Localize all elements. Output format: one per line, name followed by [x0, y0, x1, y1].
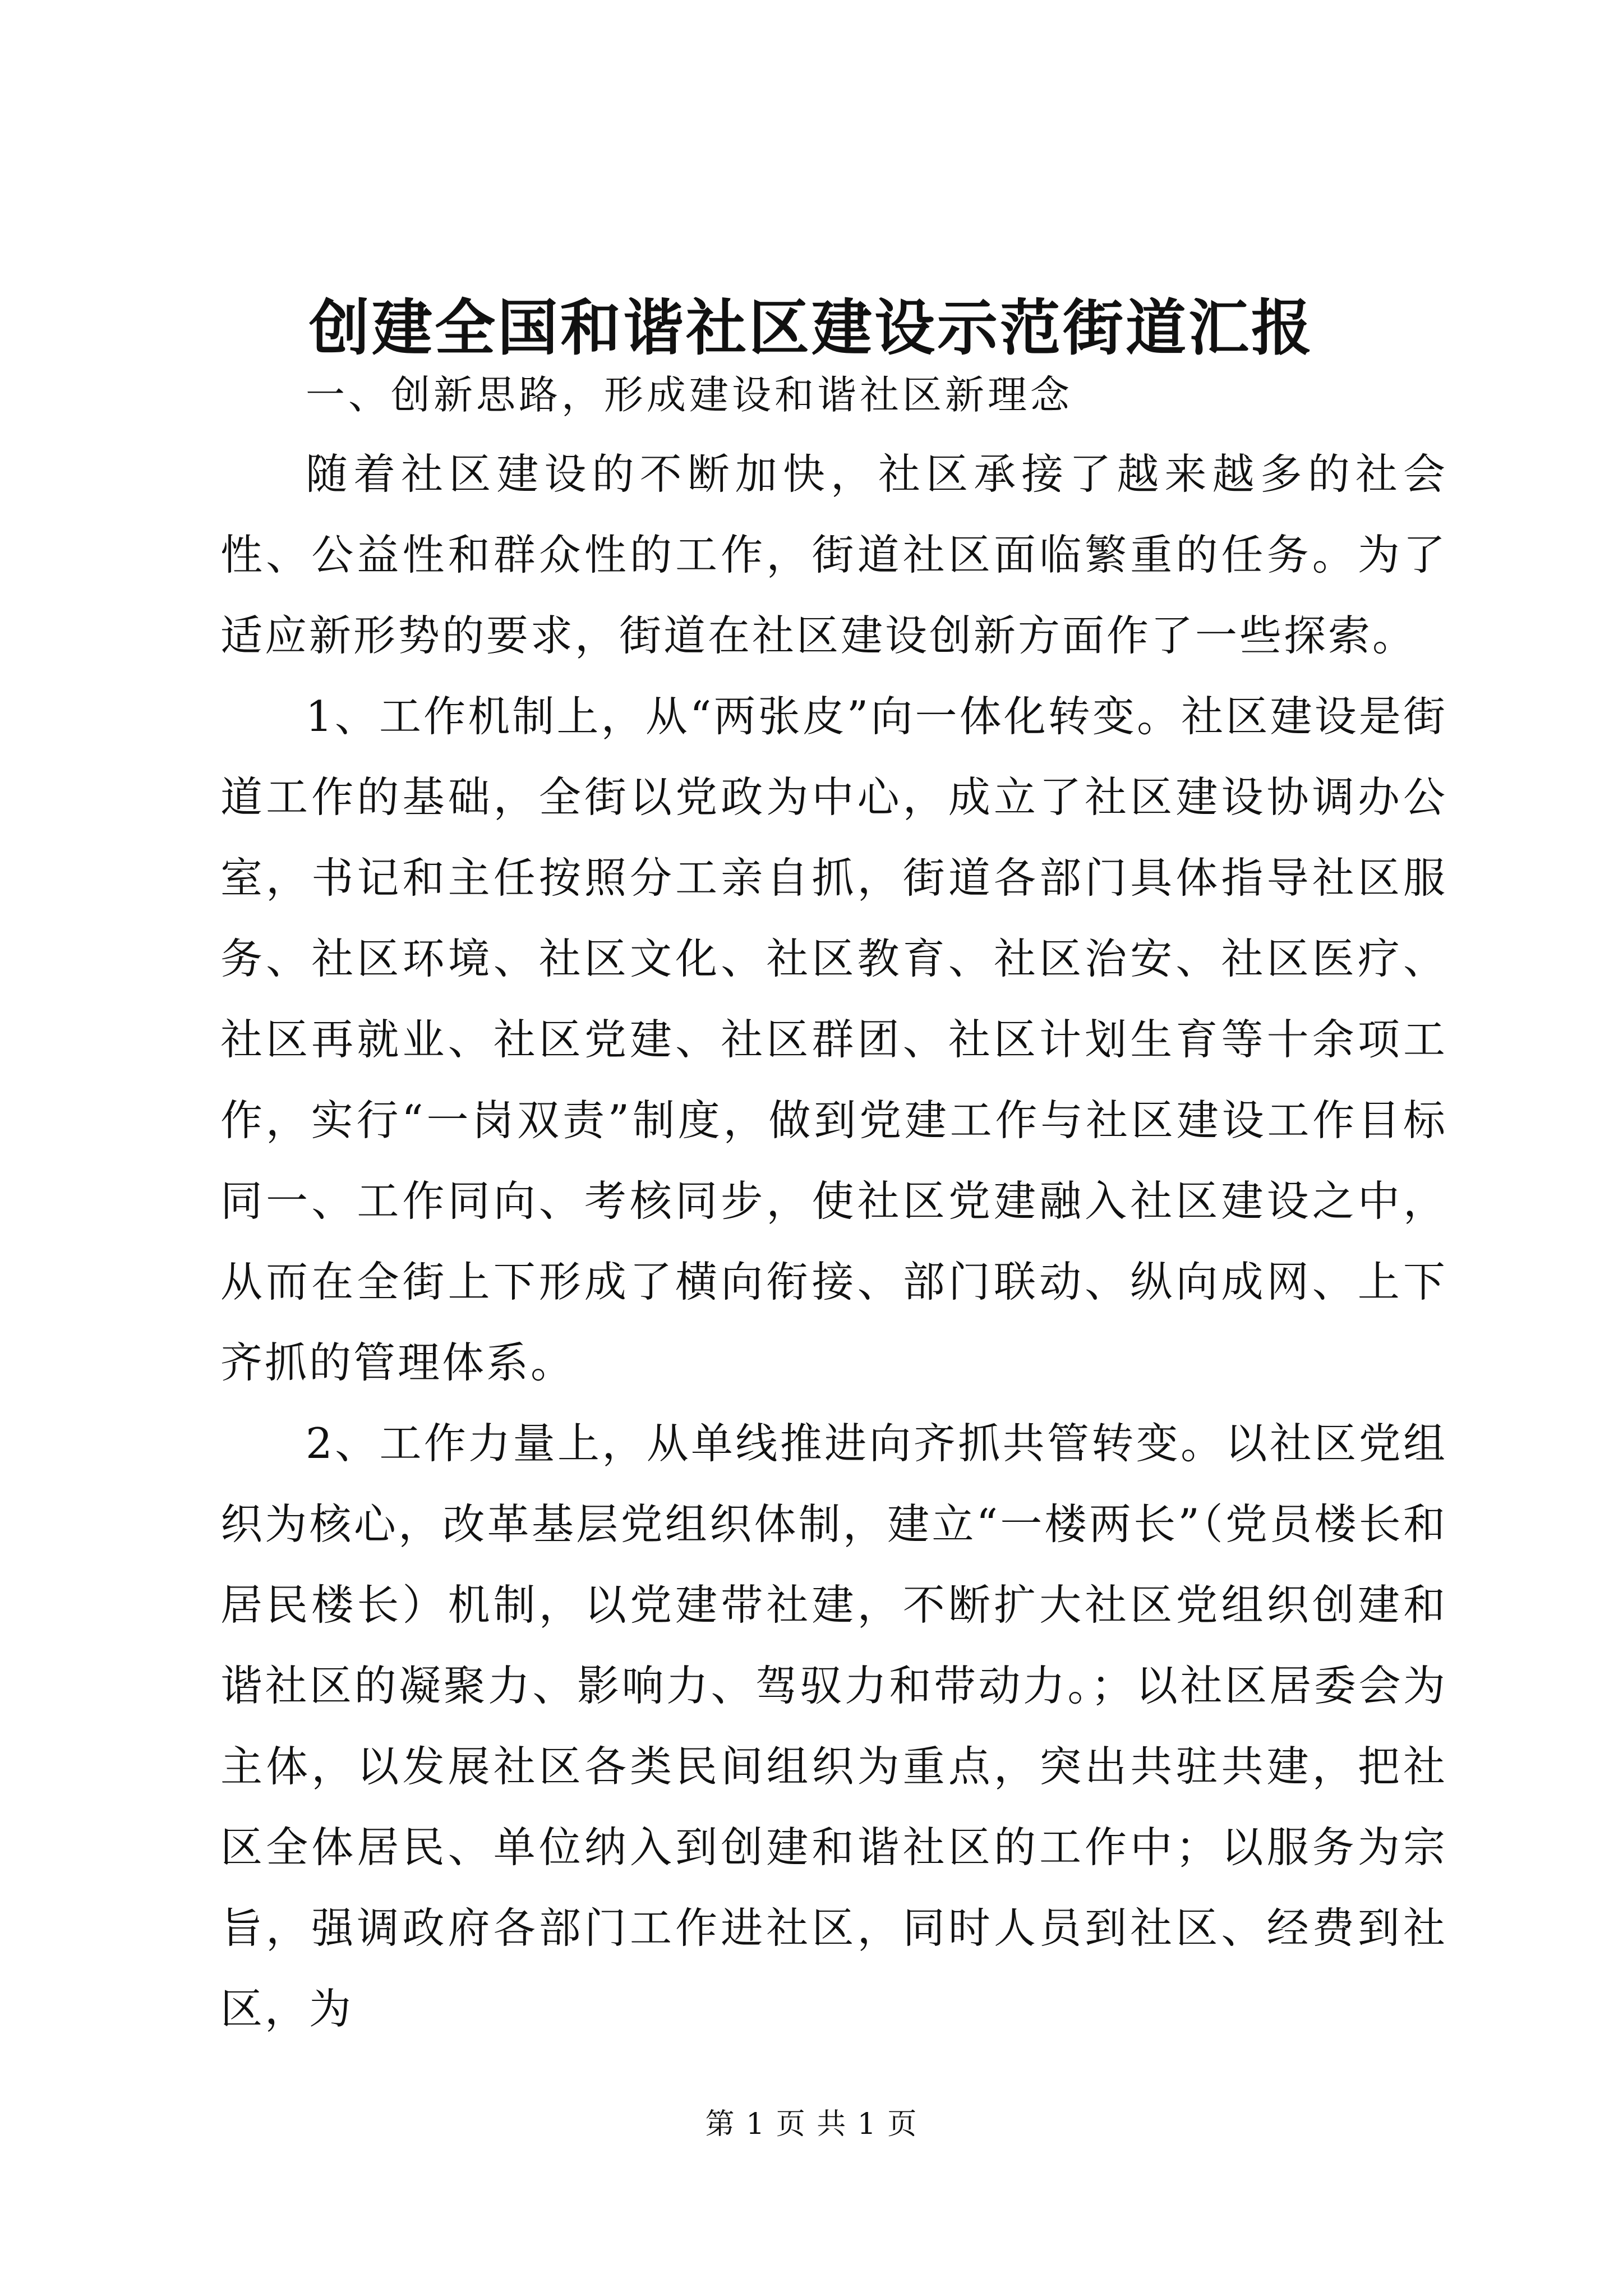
section-heading: 一、创新思路，形成建设和谐社区新理念 [306, 372, 1073, 418]
paragraph-intro: 随着社区建设的不断加快，社区承接了越来越多的社会性、公益性和群众性的工作，街道社区面临繁重的任务。为了适应新形势的要求，街道在社区建设创新方面作了一些探索。 [220, 449, 1447, 660]
paragraph-work-force: 2、工作力量上，从单线推进向齐抓共管转变。以社区党组织为核心，改革基层党组织体制，建立“一楼两长”（党员楼长和居民楼长）机制，以党建带社建，不断扩大社区党组织创建和谐社区的凝聚力、影响力、驾驭力和带动力。；以社区居委会为主体，以发展社区各类民间组织为重点，突出共驻共建，把社区全体居民、单位纳入到创建和谐社区的工作中；以服务为宗旨，强调政府各部门工作进社区，同时人员到社区、经费到社区，为 [220, 1419, 1447, 2033]
page-footer: 第 1 页 共 1 页 [705, 2108, 918, 2141]
paragraph-work-mechanism: 1、工作机制上，从“两张皮”向一体化转变。社区建设是街道工作的基础，全街以党政为中心，成立了社区建设协调办公室，书记和主任按照分工亲自抓，街道各部门具体指导社区服务、社区环境、社区文化、社区教育、社区治安、社区医疗、社区再就业、社区党建、社区群团、社区计划生育等十余项工作，实行“一岗双责”制度，做到党建工作与社区建设工作目标同一、工作同向、考核同步，使社区党建融入社区建设之中，从而在全街上下形成了横向衔接、部门联动、纵向成网、上下齐抓的管理体系。 [220, 692, 1447, 1387]
document-body [220, 356, 1447, 2049]
document-title: 创建全国和谐社区建设示范街道汇报 [308, 293, 1314, 364]
